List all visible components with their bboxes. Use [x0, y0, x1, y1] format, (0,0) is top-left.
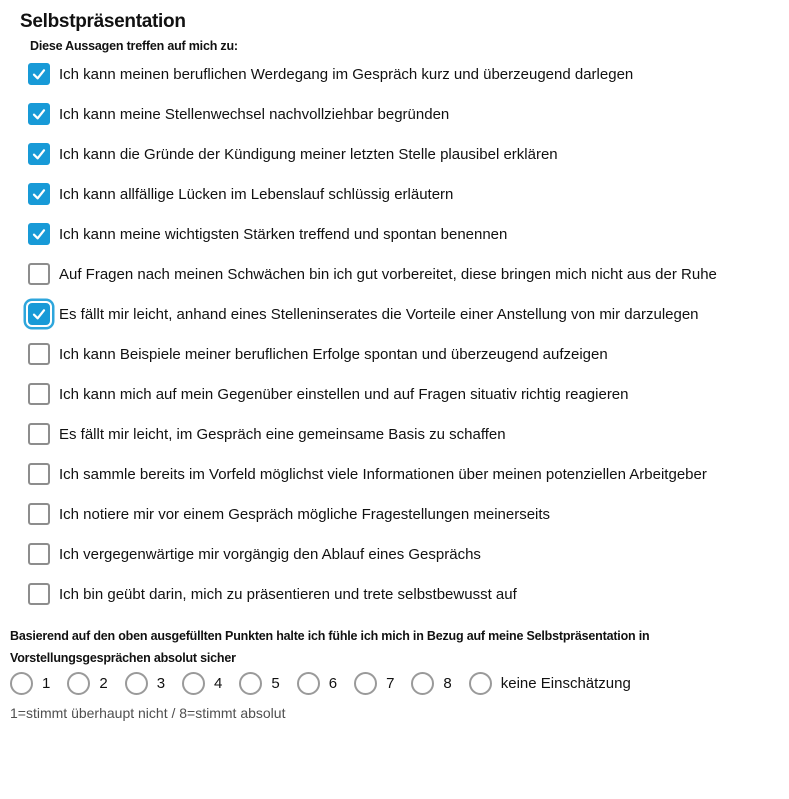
radio-option [297, 671, 337, 696]
radio-label: 5 [271, 675, 280, 692]
checklist-row [28, 182, 789, 207]
radio-option [411, 671, 451, 696]
radio-label: keine Einschätzung [500, 675, 631, 692]
radio-option [239, 671, 279, 696]
radio-button[interactable] [10, 672, 33, 695]
radio-button[interactable] [182, 672, 205, 695]
checkbox-label: Ich bin geübt darin, mich zu präsentieren und trete selbstbewusst auf [59, 586, 517, 603]
radio-label: 3 [156, 675, 166, 692]
radio-button[interactable] [411, 672, 434, 695]
radio-label: 8 [443, 675, 452, 692]
checkbox[interactable] [28, 303, 50, 325]
checkbox-label: Es fällt mir leicht, im Gespräch eine gemeinsame Basis zu schaffen [59, 426, 506, 443]
radio-option [354, 671, 394, 696]
checkbox-label: Ich kann meinen beruflichen Werdegang im Gespräch kurz und überzeugend darlegen [59, 66, 634, 83]
checkbox-label: Ich kann meine wichtigsten Stärken treffend und spontan benennen [59, 226, 508, 243]
checkmark-icon [31, 186, 47, 202]
radio-button[interactable] [469, 672, 492, 695]
checkbox-label: Ich vergegenwärtige mir vorgängig den Ablauf eines Gesprächs [59, 546, 481, 563]
radio-label: 7 [386, 675, 395, 692]
checkbox[interactable] [28, 423, 50, 445]
checkmark-icon [31, 226, 47, 242]
checklist-row [28, 302, 789, 327]
radio-label: 1 [42, 675, 51, 692]
checklist-row [28, 462, 789, 487]
radio-option [10, 671, 50, 696]
checkbox[interactable] [28, 63, 50, 85]
checkbox-label: Ich sammle bereits im Vorfeld möglichst viele Informationen über meinen potenziellen Arbeitgeber [59, 466, 707, 483]
checkbox[interactable] [28, 223, 50, 245]
checkbox-label: Ich kann meine Stellenwechsel nachvollziehbar begründen [59, 106, 450, 123]
checklist-subtitle: Diese Aussagen treffen auf mich zu: [30, 39, 238, 53]
checklist-row [28, 502, 789, 527]
checkbox[interactable] [28, 583, 50, 605]
checkbox-label: Ich kann mich auf mein Gegenüber einstellen und auf Fragen situativ richtig reagieren [59, 386, 629, 403]
checkmark-icon [31, 146, 47, 162]
radio-button[interactable] [354, 672, 377, 695]
checkbox[interactable] [28, 183, 50, 205]
radio-label: 4 [214, 675, 223, 692]
checklist-row [28, 262, 789, 287]
checkbox[interactable] [28, 143, 50, 165]
checkbox[interactable] [28, 263, 50, 285]
checkmark-icon [31, 106, 47, 122]
scale-footnote: 1=stimmt überhaupt nicht / 8=stimmt absolut [10, 705, 286, 721]
radio-button[interactable] [67, 672, 90, 695]
checklist-row [28, 62, 789, 87]
checklist-row [28, 222, 789, 247]
radio-label: 2 [99, 675, 108, 692]
radio-button[interactable] [125, 672, 148, 695]
checkbox[interactable] [28, 463, 50, 485]
checkmark-icon [31, 66, 47, 82]
radio-button[interactable] [297, 672, 320, 695]
checkbox[interactable] [28, 503, 50, 525]
checklist [28, 62, 789, 607]
checkbox[interactable] [28, 543, 50, 565]
rating-radio-group [10, 671, 789, 696]
page-title: Selbstpräsentation [20, 11, 186, 32]
rating-prompt: Basierend auf den oben ausgefüllten Punkten halte ich fühle ich mich in Bezug auf meine Selbstpräsentation in Vorstellungsgesprächen absolut sicher [10, 629, 650, 665]
checkmark-icon [31, 306, 47, 322]
checklist-row [28, 542, 789, 567]
checkbox[interactable] [28, 383, 50, 405]
checkbox-label: Ich kann Beispiele meiner beruflichen Erfolge spontan und überzeugend aufzeigen [59, 346, 608, 363]
checkbox[interactable] [28, 103, 50, 125]
checklist-row [28, 582, 789, 607]
checkbox-label: Ich notiere mir vor einem Gespräch mögliche Fragestellungen meinerseits [59, 506, 551, 523]
checkbox-label: Es fällt mir leicht, anhand eines Stelleninserates die Vorteile einer Anstellung von mir darzulegen [59, 306, 699, 323]
checklist-row [28, 422, 789, 447]
checklist-row [28, 382, 789, 407]
radio-option [125, 671, 165, 696]
checkbox-label: Auf Fragen nach meinen Schwächen bin ich gut vorbereitet, diese bringen mich nicht aus der Ruhe [59, 266, 717, 283]
checklist-row [28, 102, 789, 127]
checklist-row [28, 142, 789, 167]
radio-option [469, 671, 631, 696]
radio-option [67, 671, 107, 696]
radio-button[interactable] [239, 672, 262, 695]
radio-label: 6 [328, 675, 338, 692]
checkbox[interactable] [28, 343, 50, 365]
checkbox-label: Ich kann die Gründe der Kündigung meiner letzten Stelle plausibel erklären [59, 146, 558, 163]
radio-option [182, 671, 222, 696]
checkbox-label: Ich kann allfällige Lücken im Lebenslauf schlüssig erläutern [59, 186, 454, 203]
checklist-row [28, 342, 789, 367]
